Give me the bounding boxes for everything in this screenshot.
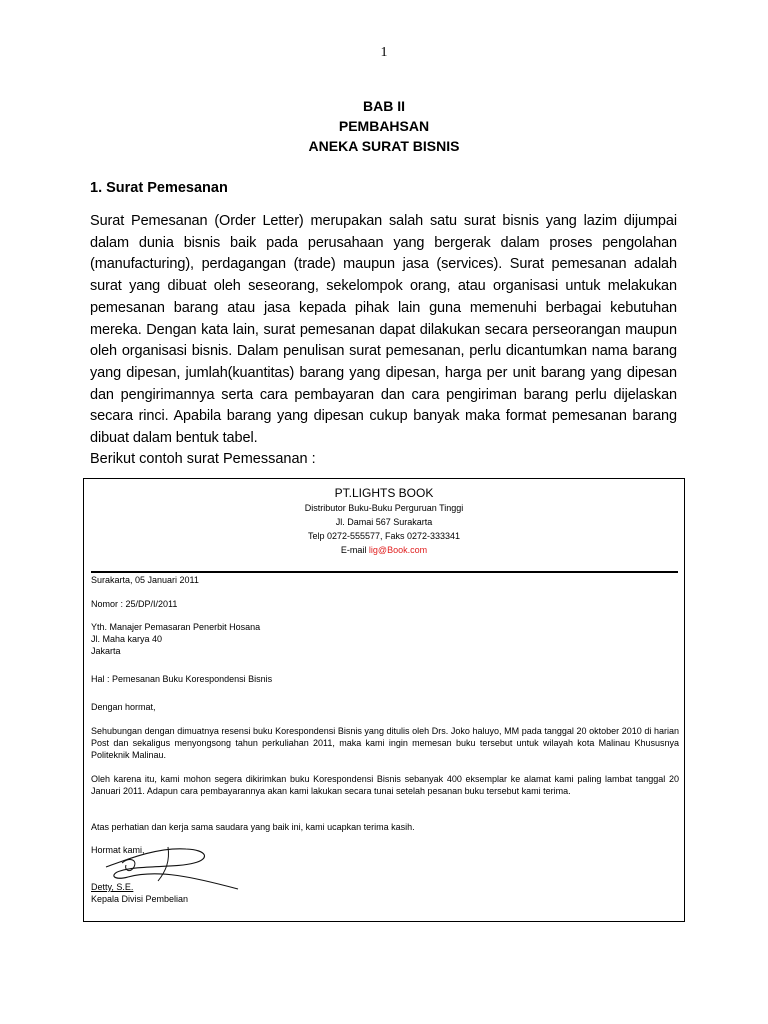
sample-letter xyxy=(83,478,685,922)
letter-body-paragraph-1 xyxy=(91,725,679,761)
letterhead-email xyxy=(84,543,684,557)
chapter-heading-line-1: BAB II xyxy=(363,98,405,114)
letter-closing-text: Atas perhatian dan kerja sama saudara yang baik ini, kami ucapkan terima kasih. xyxy=(91,822,415,832)
letter-number: Nomor : 25/DP/I/2011 xyxy=(91,599,178,609)
letter-closing: Hormat kami, xyxy=(91,845,145,855)
page-number: 1 xyxy=(380,45,388,60)
letterhead-tagline: Distributor Buku-Buku Perguruan Tinggi xyxy=(304,503,464,513)
letter-salutation: Dengan hormat, xyxy=(91,702,156,712)
letter-subject: Hal : Pemesanan Buku Korespondensi Bisnis xyxy=(91,674,273,684)
signer-name: Detty, S.E. xyxy=(91,882,134,892)
letter-date: Surakarta, 05 Januari 2011 xyxy=(91,575,199,585)
recipient-line-3: Jakarta xyxy=(91,646,121,656)
letter-body-text-1: Sehubungan dengan dimuatnya resensi buku Korespondensi Bisnis yang ditulis oleh Drs. Joko haluyo, MM pada tanggal 20 oktober 2010 di harian Post dan sekaligus menyongsong tahun perkuliahan 2011, maka kami ingin memesan buku tersebut untuk wilayah kota Malinau Khususnya Politeknik Malinau. xyxy=(91,726,679,760)
chapter-heading-line-2: PEMBAHSAN xyxy=(338,118,430,134)
letterhead-phone: Telp 0272-555577, Faks 0272-333341 xyxy=(307,531,461,541)
section-title: 1. Surat Pemesanan xyxy=(90,180,228,196)
signer-title: Kepala Divisi Pembelian xyxy=(91,894,189,904)
chapter-heading xyxy=(0,96,768,156)
letter-body-paragraph-2 xyxy=(91,773,679,797)
letterhead-divider xyxy=(91,571,678,573)
letterhead xyxy=(84,485,684,557)
email-label: E-mail xyxy=(340,545,369,555)
email-value: lig@Book.com xyxy=(368,545,428,555)
letterhead-company: PT.LIGHTS BOOK xyxy=(334,486,434,500)
recipient-line-1: Yth. Manajer Pemasaran Penerbit Hosana xyxy=(91,622,261,632)
body-paragraph: Surat Pemesanan (Order Letter) merupakan salah satu surat bisnis yang lazim dijumpai dalam dunia bisnis baik pada perusahaan yang bergerak dalam proses pengolahan (manufacturing), perdagangan (trade) maupun jasa (services). Surat pemesanan adalah surat yang dibuat oleh seseorang, sekelompok orang, atau organisasi untuk melakukan pemesanan barang atau jasa kepada pihak lain guna memenuhi berbagai kebutuhan mereka. Dengan kata lain, surat pemesanan dapat dilakukan secara perseorangan maupun oleh organisasi bisnis. Dalam penulisan surat pemesanan, perlu dicantumkan nama barang yang dipesan, jumlah(kuantitas) barang yang dipesan, harga per unit barang yang dipesan dan pengirimannya serta cara pembayaran dan cara pengiriman barang perlu dijelaskan secara rinci. Apabila barang yang dipesan cukup banyak maka format pemesanan barang dibuat dalam bentuk tabel. xyxy=(90,213,677,447)
recipient-line-2: Jl. Maha karya 40 xyxy=(91,634,163,644)
chapter-heading-line-3: ANEKA SURAT BISNIS xyxy=(308,138,460,154)
intro-line: Berikut contoh surat Pemessanan : xyxy=(90,451,316,467)
letterhead-address: Jl. Damai 567 Surakarta xyxy=(335,517,433,527)
letter-body-text-2: Oleh karena itu, kami mohon segera dikirimkan buku Korespondensi Bisnis sebanyak 400 eksemplar ke alamat kami paling lambat tanggal 20 Januari 2011. Adapun cara pembayarannya akan kami lakukan secara tunai setelah pesanan buku tersebut kami terima. xyxy=(91,774,679,796)
